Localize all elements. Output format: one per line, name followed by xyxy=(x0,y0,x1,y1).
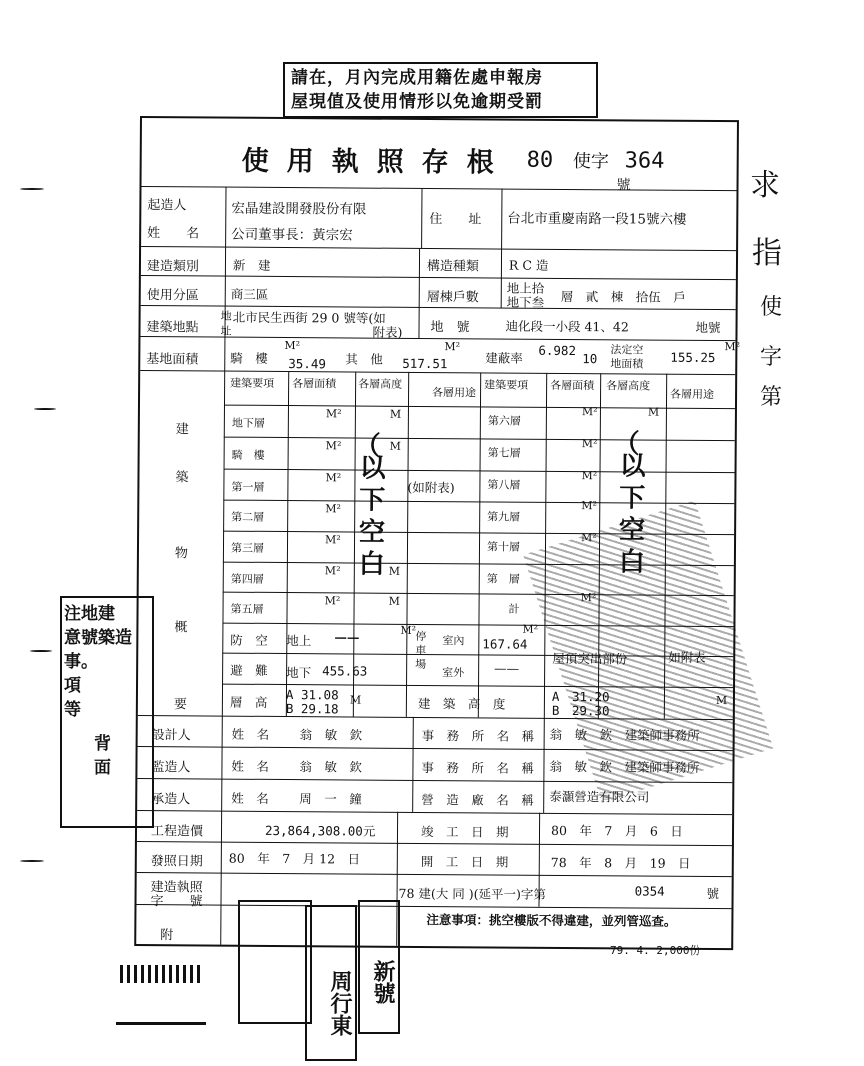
scan-mark xyxy=(30,650,52,652)
blank-char: 白 xyxy=(358,549,385,580)
floor-item: 計 xyxy=(508,602,520,616)
seal-name: 周行東 xyxy=(305,905,357,1061)
side-label: 物 xyxy=(174,546,189,562)
empty-label: 法定空 xyxy=(610,343,644,357)
floor-item: 第八層 xyxy=(487,478,521,492)
building-height-b: B 29.30 xyxy=(551,702,610,719)
permit-form xyxy=(134,116,739,950)
blank-char: 白 xyxy=(618,547,645,578)
ratio-den: 10 xyxy=(582,351,598,367)
floor-item: 第十層 xyxy=(486,540,521,554)
location: 北市民生西街 29 0 號等(如 xyxy=(232,309,386,326)
col-area-2: 各層面積 xyxy=(550,378,595,393)
roof-proj-label: 屋頂突出部份 xyxy=(552,650,628,667)
col-item: 建築要項 xyxy=(230,376,275,390)
left-stamp-line: 背 xyxy=(94,734,111,754)
margin-char: 使 xyxy=(760,295,783,320)
left-stamp-line: 事。 xyxy=(64,652,98,672)
height-a: A 31.08 xyxy=(285,687,339,703)
unit-m2: M² xyxy=(522,622,539,636)
unit-m2: M² xyxy=(400,623,417,637)
start-label: 開 工 日 期 xyxy=(420,853,509,870)
builder-label: 起造人 xyxy=(147,198,187,214)
floor-item: 第 層 xyxy=(486,572,520,586)
builder-address: 台北市重慶南路一段15號六樓 xyxy=(507,210,687,228)
empty-unit: M² xyxy=(724,340,741,354)
unit-m2: M² xyxy=(325,407,342,421)
unit-m: M xyxy=(349,693,362,707)
cost-value: 23,864,308.00元 xyxy=(264,822,376,839)
arcade-unit: M² xyxy=(284,339,301,353)
supervisor-office-label: 事 務 所 名 稱 xyxy=(421,759,535,776)
builder-name-2: 公司董事長：黃宗宏 xyxy=(231,226,353,244)
floor-item: 第三層 xyxy=(230,541,265,555)
form-title: 使用執照存根 xyxy=(241,145,512,179)
address-label: 住 址 xyxy=(429,212,482,228)
margin-char: 字 xyxy=(760,345,783,370)
side-label: 概 xyxy=(174,620,188,636)
parking-char: 停 xyxy=(415,629,427,644)
margin-char: 指 xyxy=(752,236,782,271)
col-height-2: 各層高度 xyxy=(606,379,651,393)
unit-m: M xyxy=(647,405,660,419)
unit-m2: M² xyxy=(581,499,598,513)
structure-label: 構造種類 xyxy=(426,259,480,275)
unit-m2: M² xyxy=(325,439,342,453)
other-area: 517.51 xyxy=(402,355,448,372)
unit-m: M xyxy=(388,594,400,608)
designer-name: 翁 敏 欽 xyxy=(299,727,363,743)
floor-item: 第一層 xyxy=(231,480,265,494)
side-label: 建 xyxy=(175,422,189,438)
blank-char: 空 xyxy=(358,517,386,548)
margin-char: 求 xyxy=(750,168,780,203)
supervisor-office: 翁 敏 欽 建築師事務所 xyxy=(549,758,700,775)
unit-m2: M² xyxy=(324,564,341,578)
issue-date: 80 年 7 月 12 日 xyxy=(228,850,361,867)
designer-name-label: 姓 名 xyxy=(231,726,270,742)
contractor-firm: 泰灝營造有限公司 xyxy=(549,788,650,805)
location-prefix-2: 址 xyxy=(220,324,232,338)
scan-mark xyxy=(34,408,56,410)
empty-area: 155.25 xyxy=(670,349,716,366)
parking-char: 車 xyxy=(415,643,427,658)
permit-no: 364 xyxy=(624,148,665,174)
scan-mark xyxy=(20,188,44,190)
lot: 迪化段一小段 41、42 xyxy=(505,318,629,335)
unit-m2: M² xyxy=(580,591,597,605)
builder-name-label: 姓 名 xyxy=(147,226,200,242)
parking-label xyxy=(415,630,426,672)
location-label: 建築地點 xyxy=(146,320,199,336)
seal-box xyxy=(238,900,312,1024)
col-item-2: 建築要項 xyxy=(484,378,529,392)
permit-ref-suffix: 號 xyxy=(706,885,720,902)
unit-m2: M² xyxy=(325,502,341,516)
blank-char: 下 xyxy=(359,485,386,516)
left-stamp xyxy=(60,596,154,828)
build-type: 新 建 xyxy=(232,257,271,273)
other-label: 其 他 xyxy=(345,351,383,367)
floors-above: 地上拾 xyxy=(506,280,545,296)
designer-office-label: 事 務 所 名 稱 xyxy=(421,727,535,744)
blank-char: 空 xyxy=(618,515,646,546)
unit-m2: M² xyxy=(581,405,598,419)
col-use-2: 各層用途 xyxy=(670,387,715,402)
col-height: 各層高度 xyxy=(358,377,403,391)
designer-label: 設計人 xyxy=(151,728,191,744)
unit-m2: M² xyxy=(581,469,598,483)
indoor-label: 室內 xyxy=(442,634,465,648)
top-stamp-line2: 屋現值及使用情形以免逾期受罰 xyxy=(291,92,543,112)
top-stamp-line1: 請在，月內完成用籍佐處申報房 xyxy=(291,68,543,88)
shelter-below: 地下 xyxy=(286,665,312,681)
blank-char: 以 xyxy=(359,453,386,484)
contractor-label: 承造人 xyxy=(151,792,191,808)
designer-office: 翁 敏 欽 建築師事務所 xyxy=(549,726,700,743)
supervisor-name-label: 姓 名 xyxy=(231,758,270,774)
completion-date: 80 年 7 月 6 日 xyxy=(550,822,683,839)
shelter-above: 地上 xyxy=(286,633,312,649)
unit-m: M xyxy=(389,439,402,453)
floor-item: 騎 樓 xyxy=(231,448,265,462)
issue-label: 發照日期 xyxy=(150,854,203,870)
building-height-label: 建 築 高 度 xyxy=(417,695,506,712)
parking-char: 場 xyxy=(415,657,427,672)
unit-m2: M² xyxy=(581,531,597,545)
permit-ref-no: 0354 xyxy=(634,883,665,899)
contractor-firm-label: 營 造 廠 名 稱 xyxy=(421,791,534,808)
unit-m: M xyxy=(389,407,402,421)
blank-char: 下 xyxy=(619,483,646,514)
side-label: 築 xyxy=(175,470,189,486)
ratio-label: 建蔽率 xyxy=(485,350,523,366)
floors-detail: 層 貳 棟 拾伍 戶 xyxy=(560,288,686,305)
contractor-name: 周 一 鐘 xyxy=(299,791,362,807)
builder-name: 宏晶建設開發股份有限 xyxy=(231,200,367,218)
structure: R C 造 xyxy=(508,257,549,273)
shelter-label: 防 空 xyxy=(230,632,268,648)
floor-item: 第五層 xyxy=(230,602,264,616)
completion-label: 竣 工 日 期 xyxy=(420,823,509,840)
floor-item: 第六層 xyxy=(487,414,521,428)
floor-item: 第四層 xyxy=(230,572,264,586)
left-stamp-line: 注地建 xyxy=(64,604,115,624)
left-stamp-line: 面 xyxy=(94,758,111,778)
zone: 商三區 xyxy=(230,286,269,302)
floor-item: 第二層 xyxy=(231,510,265,524)
height-label: 層 高 xyxy=(229,694,268,710)
seal-new: 新號 xyxy=(358,900,400,1034)
floor-item: 第七層 xyxy=(487,446,521,460)
permit-ref-label: 建造執照 xyxy=(150,880,203,896)
print-mark: 79. 4. 2,000份 xyxy=(610,944,701,957)
side-label: 要 xyxy=(173,697,187,713)
notes-label: 附 xyxy=(160,928,174,944)
col-use: 各層用途 xyxy=(432,386,477,400)
indoor-value: 167.64 xyxy=(482,636,528,652)
blank-char: （ xyxy=(613,429,640,460)
left-stamp-line: 意號築造 xyxy=(64,628,132,648)
ratio-value: 6.982 xyxy=(538,342,577,359)
scan-mark xyxy=(20,860,44,862)
floors-label: 層棟戶數 xyxy=(426,290,479,306)
empty-label-2: 地面積 xyxy=(610,357,644,371)
scan-mark xyxy=(120,965,200,983)
lot-label: 地 號 xyxy=(430,320,470,336)
left-stamp-line: 項 xyxy=(64,676,81,696)
permit-number xyxy=(526,147,736,195)
blank-char: （ xyxy=(354,431,381,462)
supervisor-name: 翁 敏 欽 xyxy=(299,759,363,775)
outdoor-label: 室外 xyxy=(442,666,465,680)
permit-ref: 78 建(大 同 )(延平一)字第 xyxy=(398,885,546,902)
other-unit: M² xyxy=(444,340,461,354)
start-date: 78 年 8 月 19 日 xyxy=(550,854,691,871)
floor-item: 第九層 xyxy=(487,510,521,524)
contractor-name-label: 姓 名 xyxy=(231,790,269,806)
floors-below: 地下叁 xyxy=(506,294,545,310)
floor-item: 地下層 xyxy=(231,416,265,430)
roof-proj-value: 如附表 xyxy=(668,649,706,665)
location-prefix: 地 xyxy=(220,309,232,323)
outdoor-value: —— xyxy=(494,660,520,676)
location-2: 附表) xyxy=(372,324,403,340)
scan-mark xyxy=(116,1022,206,1025)
lot-suffix: 地號 xyxy=(695,319,721,336)
supervisor-label: 監造人 xyxy=(151,760,191,776)
permit-word: 使字 xyxy=(572,151,609,173)
permit-suffix: 號 xyxy=(616,177,631,194)
shelter-above-value: —— xyxy=(334,629,360,645)
zone-label: 使用分區 xyxy=(146,288,199,304)
arcade-area: 35.49 xyxy=(288,356,326,372)
unit-m2: M² xyxy=(325,533,341,547)
unit-m: M xyxy=(388,564,401,578)
unit-m2: M² xyxy=(581,437,598,451)
col-area: 各層面積 xyxy=(292,377,337,391)
notice: 注意事項：挑空樓版不得違建，並列管巡查。 xyxy=(426,912,677,929)
unit-m2: M² xyxy=(324,594,341,608)
margin-char: 第 xyxy=(760,385,783,410)
avoid-label: 避 難 xyxy=(230,662,268,678)
height-b: B 29.18 xyxy=(285,701,339,717)
blank-char: 以 xyxy=(619,451,646,482)
permit-ref-label-2: 字 號 xyxy=(150,894,203,910)
left-stamp-line: 等 xyxy=(64,700,81,720)
area-label: 基地面積 xyxy=(146,352,199,368)
unit-m: M xyxy=(715,694,728,708)
cost-label: 工程造價 xyxy=(150,824,204,840)
arcade-label: 騎 樓 xyxy=(230,350,268,366)
top-stamp xyxy=(283,62,598,118)
permit-year: 80 xyxy=(526,147,554,173)
floor-use-note: (如附表) xyxy=(407,479,455,496)
building-height-a: A 31.20 xyxy=(551,688,610,705)
build-type-label: 建造類別 xyxy=(146,259,200,275)
unit-m2: M² xyxy=(325,471,342,485)
shelter-below-value: 455.63 xyxy=(322,663,368,679)
